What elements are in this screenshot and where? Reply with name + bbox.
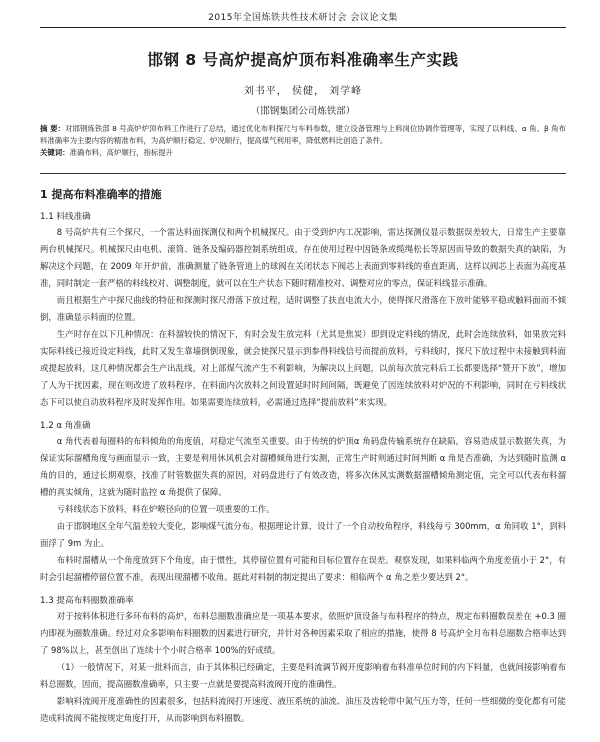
paragraph: 生产时存在以下几种情况：在料溜较快的情况下，有时会发生放完料（尤其是焦炭）即到设定料线的情况，此时会连续放料，如果放完料实际料线已接近设定料线，此时又发生靠墙倒倒现象，就会使探尺显示到参得料线信号而提前放料，亏料线时，探尺下放过程中未接触到料面或提起放料，这几种情况都会生产出乱线，对上部煤气流产生不利影响，为解决以上问题，以前每次放完料后工长都要选择“赞开下放”，增加了人为干扰因素，现在则改进了放料程序，在料面内次放料之间设置延时时间间隔，既避免了因连续放料对炉况的不利影响，同时在亏料线状态下可以使自动放料程序及时发挥作用。如果需要连续放料，必需通过选择“提前放料”来实现。 <box>40 329 566 407</box>
subsection-heading-1-1: 1.1 料线准确 <box>40 212 91 222</box>
keywords-label: 关键词： <box>40 148 70 157</box>
paper-affiliation: （邯钢集团公司炼铁部） <box>250 106 356 117</box>
paper-authors: 刘书平， 侯健， 刘学峰 <box>243 86 363 97</box>
subsection-heading-1-2: 1.2 α 角准确 <box>40 421 91 431</box>
running-header: 2015年全国炼铁共性技术研讨会 会议论文集 <box>208 13 398 23</box>
paragraph: α 角代表着每圈料的布料倾角的角度值，对稳定气流至关重要。由于传统的炉顶α 角码盘传输系统存在缺陷，容易造成显示数据失真，为保证实际溜槽角度与画面显示一致，主要是利用休风机会对溜槽倾角进行实测，正常生产时则通过时间判断 α 角是否准确，为达到随时监测 α 角的目的，通过长期观察，找准了时管数据失真的原因，对码盘进行了有效改造，将多次休风实测数据溜槽倾角测定值，完全可以代表布料溜槽的真实倾角，这就为随时监控 α 角提供了保障。 <box>40 436 566 497</box>
section-heading-1: 1 提高布料准确率的措施 <box>40 188 162 201</box>
paragraph: 布料时溜槽从一个角度放到下个角度，由于惯性，其停留位置有可能和目标位置存在误差。观察发现，如果料临两个角度差值小于 2°，有时会引起溜槽停留位置不准，表现出现溜槽不收角。据此对料制的制定提出了要求：相临两个 α 角之差少要达到 2°。 <box>40 555 566 582</box>
paragraph: 而且根据生产中探尺曲线的特征和探测时探尺滑落下放过程，适时调整了扶直电流大小，使得探尺滑落在下放叶能够平稳或触料面而不倾倒，准确显示料面的位置。 <box>40 295 566 322</box>
paragraph: 8 号高炉共有三个探尺，一个雷达料面探测仪和两个机械探尺。由于受到炉内工况影响，雷达探测仪显示数据误差较大，日常生产主要靠两台机械探尺。机械探尺由电机、滚筒、链条及编码器控制系统组成，存在使用过程中因链条或缆绳松长等原因而导致的数据失真的缺陷，为解决这个问题，在 2009 年开炉前，准确测量了链条管道上的球阀在关闭状态下阀芯上表面到零料线的垂直距离，这样以阀芯上表面为高度基准，同时制定一套严格的料线校对、调整制度，就可以在生产状态下随时精准校对、调整对应的零点，保证料线显示准确。 <box>40 227 566 288</box>
abstract-text: 对邯钢炼铁部 8 号高炉炉顶布料工作进行了总结，通过优化布料探尺与车料参数，建立设备管理与上料岗位协调作管理等，实现了以料线、α 角、β 角布料准确率为主要内容的精准布料，为高炉顺行稳定、炉况顺行，提高煤气利用率，降低燃料比创造了条件。 <box>40 124 567 145</box>
paragraph: （1）一般情况下，对某一批料而言，由于其体积已经确定，主要是料流调节阀开度影响着布料准单位时间的内下料量，也就间接影响着布料总圈数，因而，提高圈数准确率，只主要一点就是要提高料流阀开度的准确性。 <box>40 662 566 689</box>
abstract <box>40 123 566 147</box>
keywords-text: 准确布料，高炉顺行，指标提升 <box>69 148 174 157</box>
header-rule <box>40 27 566 28</box>
paragraph: 亏料线状态下放料，料在炉喉径向的位置一项重要的工作。 <box>56 504 275 514</box>
paragraph: 由于邯钢地区全年气温差较大变化，影响煤气流分布。根据理论计算，设计了一个自动校角程序，料线每亏 300mm，α 角同收 1°，到料面浮了 9m 为止。 <box>40 521 566 548</box>
subsection-body-1-3 <box>40 608 566 727</box>
paragraph: 对于按料体积进行多环布料的高炉，布料总圈数准确应是一项基本要求，依照炉顶设备与布料程序的特点，规定布料圈数误差在 +0.3 圈内即视为圈数准确。经过对众多影响布料圈数的因素进行研究，并针对各种因素采取了相应的措施，使得 8 号高炉全月布料总圈数合格率达到了 98%以上，甚至创出了连续十个小时合格率 100%的好成绩。 <box>40 611 566 655</box>
abstract-label: 摘 要： <box>40 124 66 133</box>
paragraph: 影响料流阀开度准确性的因素很多，包括料流阀打开速度、液压系统的油流、油压及齿轮带中氮气压力等，任何一些细微的变化都有可能造成料流阀不能按规定角度打开，从而影响到布料圈数。 <box>40 696 566 723</box>
section-rule <box>40 173 566 174</box>
subsection-body-1-2 <box>40 433 566 586</box>
paper-title: 邯钢 8 号高炉提高炉顶布料准确率生产实践 <box>147 51 459 69</box>
keywords <box>40 147 566 159</box>
subsection-body-1-1 <box>40 224 566 411</box>
subsection-heading-1-3: 1.3 提高布料圈数准确率 <box>40 596 134 606</box>
